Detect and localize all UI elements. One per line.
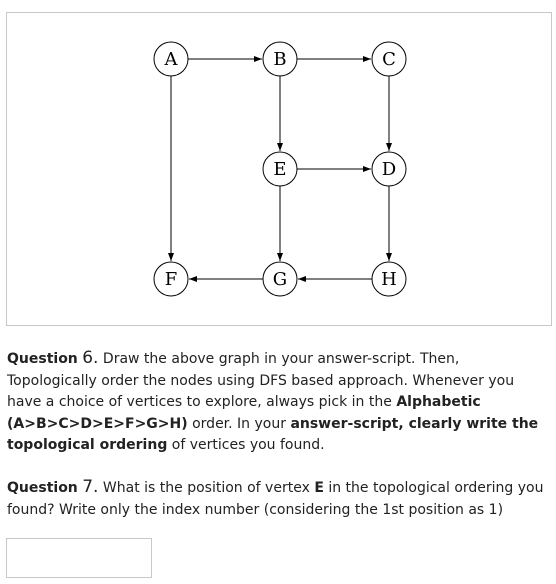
node-f <box>154 262 188 296</box>
question-6-bold-1: Alphabetic (A>B>C>D>E>F>G>H) <box>7 394 481 432</box>
question-7-number: 7. <box>82 477 99 497</box>
question-7-label: Question <box>7 480 78 496</box>
node-label: C <box>382 49 396 70</box>
node-a <box>154 42 188 76</box>
node-label: A <box>164 49 178 70</box>
node-h <box>372 262 406 296</box>
question-6 <box>7 348 549 457</box>
question-6-text-2: order. In your <box>187 415 291 432</box>
node-c <box>372 42 406 76</box>
node-b <box>263 42 297 76</box>
graph-diagram <box>7 13 553 327</box>
graph-figure <box>6 12 552 326</box>
node-label: F <box>164 269 178 290</box>
question-6-text-1: Draw the above graph in your answer-script. Then, Topologically order the nodes using DFS based approach. Whenever you have a choice of vertices to explore, always pick in the <box>7 351 515 410</box>
question-6-label: Question <box>7 351 78 367</box>
node-label: G <box>272 269 288 290</box>
answer-input[interactable] <box>6 538 152 578</box>
node-d <box>372 152 406 186</box>
question-6-bold-2: answer-script, clearly write the topological ordering <box>7 415 539 453</box>
question-7-text-2: in the topological ordering you found? Write only the index number (considering the 1st position as 1) <box>7 480 544 518</box>
question-7-text-1: What is the position of vertex <box>98 480 315 496</box>
node-e <box>263 152 297 186</box>
node-label: B <box>273 49 287 70</box>
node-label: H <box>381 269 397 290</box>
question-6-number: 6. <box>82 348 99 368</box>
node-label: D <box>381 159 397 180</box>
question-7 <box>7 477 549 521</box>
question-6-text-3: of vertices you found. <box>167 437 325 453</box>
node-g <box>263 262 297 296</box>
question-7-bold-1: E <box>314 480 324 496</box>
node-label: E <box>273 159 287 180</box>
